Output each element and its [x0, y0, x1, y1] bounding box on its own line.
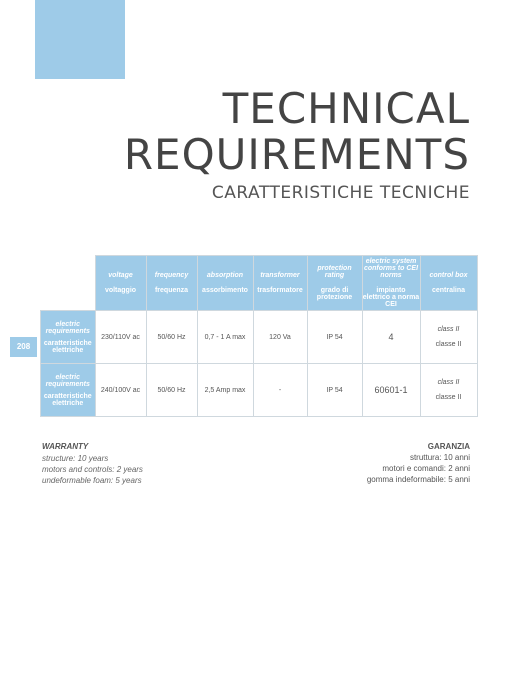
- col-frequency: [146, 256, 197, 311]
- cell-control-en: class II: [437, 326, 460, 333]
- warranty-en-line: motors and controls: 2 years: [42, 465, 143, 474]
- col-absorption-it: assorbimento: [202, 287, 248, 294]
- col-cei: [362, 256, 420, 311]
- warranty-it-line: struttura: 10 anni: [409, 453, 470, 462]
- cell-protection: IP 54: [307, 311, 362, 364]
- table-row: [41, 311, 478, 364]
- cell-frequency: 50/60 Hz: [146, 311, 197, 364]
- table-row: [41, 364, 478, 417]
- warranty-it-title: GARANZIA: [427, 442, 470, 451]
- cell-cei: 4: [362, 311, 420, 364]
- warranty-en: [42, 441, 143, 486]
- table-header-row: [41, 256, 478, 311]
- col-frequency-it: frequenza: [154, 287, 189, 294]
- row-label-it: caratteristiche elettriche: [43, 339, 92, 354]
- cell-frequency: 50/60 Hz: [146, 364, 197, 417]
- col-protection-en: protection rating: [317, 265, 352, 279]
- page-subtitle: CARATTERISTICHE TECNICHE: [211, 183, 470, 203]
- col-frequency-en: frequency: [154, 272, 189, 279]
- cell-control: [420, 364, 477, 417]
- title-line-2: REQUIREMENTS: [123, 130, 470, 179]
- col-voltage: [95, 256, 146, 311]
- col-control-box: [420, 256, 477, 311]
- warranty-it-line: gomma indeformabile: 5 anni: [366, 475, 470, 484]
- col-transformer-en: transformer: [260, 272, 300, 279]
- cell-control-en: class II: [437, 379, 460, 386]
- cell-cei: 60601-1: [362, 364, 420, 417]
- col-control-it: centralina: [431, 287, 466, 294]
- page-title: [124, 86, 470, 178]
- cell-protection: IP 54: [307, 364, 362, 417]
- cell-control-it: classe II: [435, 394, 462, 401]
- col-protection: [307, 256, 362, 311]
- page-number: 208: [10, 337, 37, 357]
- decorative-blue-block: [35, 0, 125, 79]
- warranty-en-line: undeformable foam: 5 years: [42, 476, 142, 485]
- warranty-en-line: structure: 10 years: [42, 454, 109, 463]
- table-corner: [41, 256, 96, 311]
- cell-voltage: 240/100V ac: [95, 364, 146, 417]
- col-voltage-it: voltaggio: [104, 287, 137, 294]
- row-label-en: electric requirements: [45, 373, 90, 388]
- cell-absorption: 0,7 - 1 A max: [197, 311, 253, 364]
- row-label-en: electric requirements: [45, 320, 90, 335]
- cell-control-it: classe II: [435, 341, 462, 348]
- col-cei-en: electric system conforms to CEI norms: [363, 258, 419, 279]
- title-line-1: TECHNICAL: [222, 84, 470, 133]
- row-label-it: caratteristiche elettriche: [43, 392, 92, 407]
- col-protection-it: grado di protezione: [316, 287, 353, 301]
- warranty-it-line: motori e comandi: 2 anni: [382, 464, 470, 473]
- cell-absorption: 2,5 Amp max: [197, 364, 253, 417]
- col-transformer: [253, 256, 307, 311]
- cell-voltage: 230/110V ac: [95, 311, 146, 364]
- specs-table: [40, 255, 478, 417]
- col-absorption-en: absorption: [206, 272, 244, 279]
- row-label: [41, 311, 96, 364]
- warranty-it: [367, 441, 470, 485]
- col-absorption: [197, 256, 253, 311]
- warranty-en-title: WARRANTY: [42, 442, 89, 451]
- cell-transformer: 120 Va: [253, 311, 307, 364]
- col-voltage-en: voltage: [108, 272, 133, 279]
- col-cei-it: impianto elettrico a norma CEI: [362, 287, 420, 308]
- cell-control: [420, 311, 477, 364]
- col-control-en: control box: [429, 272, 468, 279]
- row-label: [41, 364, 96, 417]
- cell-transformer: -: [253, 364, 307, 417]
- col-transformer-it: trasformatore: [257, 287, 303, 294]
